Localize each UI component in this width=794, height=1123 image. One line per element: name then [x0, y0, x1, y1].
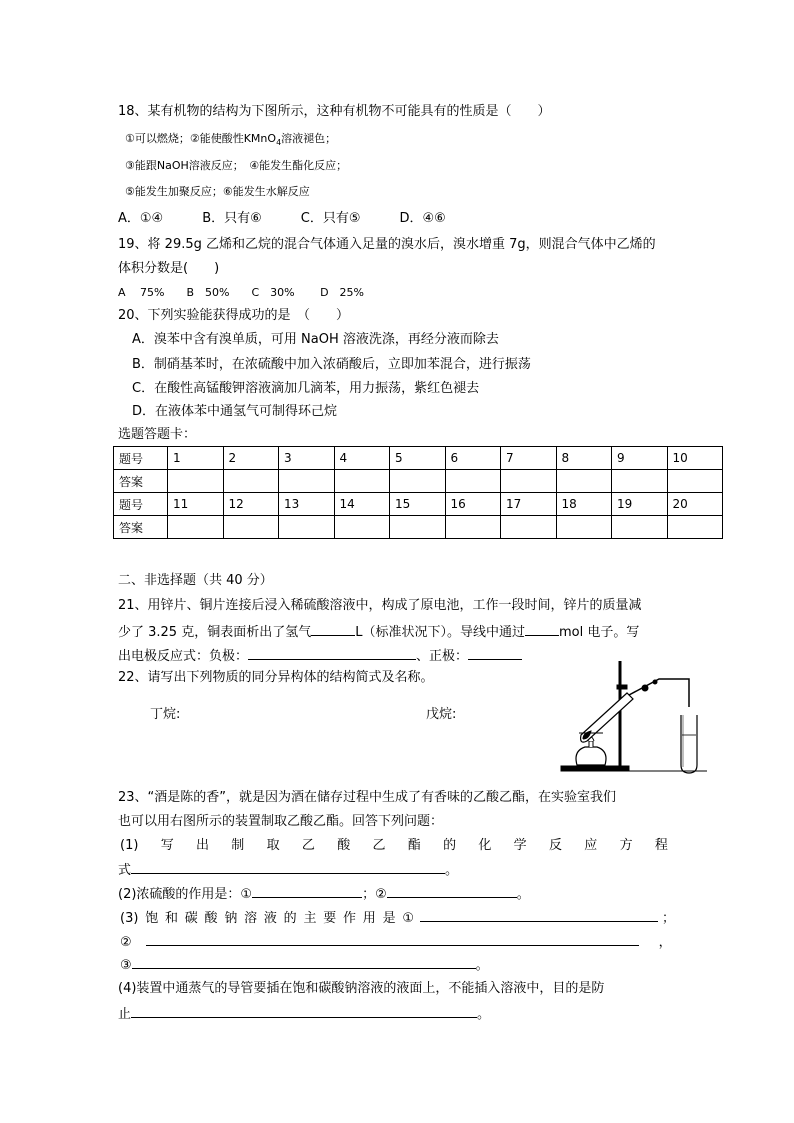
reaction-test-tube-icon	[579, 693, 633, 742]
q23-p4-period: 。	[477, 1007, 491, 1022]
answer-card-num: 1	[168, 447, 224, 470]
answer-card-num: 17	[501, 493, 557, 516]
delivery-tube-icon	[629, 679, 689, 707]
answer-card-row-answers-2	[114, 516, 723, 539]
q23-purpose-blank[interactable]	[131, 1004, 477, 1018]
q18-options-line2: ③能跟NaOH溶液反应； ④能发生酯化反应；	[125, 159, 348, 172]
q23-p1-char: 出	[196, 838, 210, 853]
answer-card-answer-cell[interactable]	[501, 470, 557, 493]
alcohol-lamp-icon	[576, 737, 606, 765]
q23-equation-blank[interactable]	[131, 860, 445, 874]
answer-card-answer-cell[interactable]	[612, 470, 668, 493]
answer-card-row-answers-1	[114, 470, 723, 493]
q21-line1: 21、用锌片、铜片连接后浸入稀硫酸溶液中，构成了原电池，工作一段时间，锌片的质量减	[118, 598, 642, 613]
q23-p2-a: (2)浓硫酸的作用是：①	[118, 887, 253, 902]
receiving-test-tube-icon	[681, 715, 697, 773]
q20-option-a: A．溴苯中含有溴单质，可用 NaOH 溶液洗涤，再经分液而除去	[132, 332, 499, 347]
q23-p1-char: 酯	[407, 838, 421, 853]
answer-card-num: 16	[445, 493, 501, 516]
q20-option-d: D．在液体苯中通氢气可制得环己烷	[132, 404, 338, 419]
q23-p3-char: 溶	[244, 911, 258, 926]
answer-card-answer-cell[interactable]	[390, 470, 446, 493]
q21-line3-a: 出电极反应式：负极：	[118, 649, 249, 664]
q23-p1-char: 乙	[372, 838, 386, 853]
answer-card-label-answer: 答案	[114, 470, 168, 493]
q23-p3-char: (3)	[120, 911, 139, 926]
q21-line3	[118, 646, 522, 666]
answer-card-answer-cell[interactable]	[334, 516, 390, 539]
answer-card-answer-cell[interactable]	[667, 516, 723, 539]
q18-choices: A．①④ B．只有⑥ C．只有⑤ D．④⑥	[118, 211, 446, 226]
q23-p1-char: 的	[443, 838, 457, 853]
section2-title: 二、非选择题（共 40 分）	[118, 573, 273, 588]
q23-p2-period: 。	[516, 887, 530, 902]
q23-p3-char: 液	[263, 911, 277, 926]
answer-card-num: 5	[390, 447, 446, 470]
q23-p3-period: 。	[475, 958, 489, 973]
q23-p1-char: 酸	[337, 838, 351, 853]
answer-card-answer-cell[interactable]	[279, 516, 335, 539]
answer-card-label-answer: 答案	[114, 516, 168, 539]
answer-card-num: 4	[334, 447, 390, 470]
answer-card-num: 2	[223, 447, 279, 470]
q23-p3-char: 用	[362, 911, 376, 926]
q18-options-line1	[125, 130, 336, 152]
q19-choices: A 75% B 50% C 30% D 25%	[118, 286, 365, 299]
q23-p3-char: 的	[283, 911, 297, 926]
q23-p1-char: 反	[548, 838, 562, 853]
ethyl-acetate-apparatus-diagram	[555, 655, 715, 775]
q23-p3-char: 饱	[145, 911, 159, 926]
q18-options-line1-end: 溶液褪色；	[281, 132, 337, 145]
q23-p1-char: 方	[619, 838, 633, 853]
q23-part3-line3	[120, 955, 489, 975]
q23-p3-semicolon: ；	[662, 911, 676, 926]
q23-p3-char: 作	[343, 911, 357, 926]
q23-na2co3-role3-blank[interactable]	[132, 955, 476, 969]
q20-option-b: B．制硝基苯时，在浓硫酸中加入浓硝酸后，立即加苯混合，进行振荡	[132, 357, 531, 372]
q23-p1-period: 。	[445, 863, 459, 878]
answer-card-num: 7	[501, 447, 557, 470]
q23-p1-cont-text: 式	[118, 863, 132, 878]
answer-card-num: 12	[223, 493, 279, 516]
answer-card-row-numbers-1	[114, 447, 723, 470]
answer-card-num: 20	[667, 493, 723, 516]
q23-p3-char: 是	[382, 911, 396, 926]
answer-card-num: 18	[556, 493, 612, 516]
q23-part3-line	[120, 908, 675, 928]
q21-electron-mol-blank[interactable]	[525, 622, 559, 636]
q23-p3-char: 钠	[224, 911, 238, 926]
q23-part4-line1: (4)装置中通蒸气的导管要插在饱和碳酸钠溶液的液面上，不能插入溶液中，目的是防	[118, 981, 605, 996]
q19-line1: 19、将 29.5g 乙烯和乙烷的混合气体通入足量的溴水后，溴水增重 7g，则混合气体中乙烯的	[118, 237, 656, 252]
q23-p1-char: 写	[160, 838, 174, 853]
q21-line3-b: 、正极：	[416, 649, 469, 664]
q23-p1-char: 应	[584, 838, 598, 853]
answer-card-table	[113, 446, 723, 539]
answer-card-num: 19	[612, 493, 668, 516]
answer-card-answer-cell[interactable]	[501, 516, 557, 539]
answer-card-row-numbers-2	[114, 493, 723, 516]
answer-card-answer-cell[interactable]	[223, 516, 279, 539]
q23-na2co3-role1-blank[interactable]	[420, 908, 658, 922]
q20-stem: 20、下列实验能获得成功的是 （ ）	[118, 308, 350, 323]
answer-card-answer-cell[interactable]	[556, 516, 612, 539]
answer-card-num: 9	[612, 447, 668, 470]
q23-p3-circ2: ②	[120, 935, 132, 950]
q23-p3-char: 碳	[184, 911, 198, 926]
q23-p3-char: 主	[303, 911, 317, 926]
q23-p1-char: 乙	[301, 838, 315, 853]
q23-p3-char: 要	[323, 911, 337, 926]
q22-stem: 22、请写出下列物质的同分异构体的结构简式及名称。	[118, 670, 434, 685]
q21-anode-equation-blank[interactable]	[248, 646, 416, 660]
answer-card-num: 6	[445, 447, 501, 470]
answer-card-answer-cell[interactable]	[667, 470, 723, 493]
answer-card-answer-cell[interactable]	[334, 470, 390, 493]
q23-p3-char: 和	[164, 911, 178, 926]
q23-line1: 23、“酒是陈的香”，就是因为酒在储存过程中生成了有香味的乙酸乙酯，在实验室我们	[118, 790, 617, 805]
q18-options-line1-subscript: 4	[276, 138, 282, 148]
q23-part1-line	[120, 837, 668, 855]
q21-line2-a: 少了 3.25 克，铜表面析出了氢气	[118, 625, 312, 640]
answer-card-answer-cell[interactable]	[168, 516, 224, 539]
answer-card-answer-cell[interactable]	[223, 470, 279, 493]
q22-pentane-label: 戊烷:	[426, 707, 457, 722]
answer-card-label-question: 题号	[114, 493, 168, 516]
answer-card-answer-cell[interactable]	[612, 516, 668, 539]
q23-p3-circ3: ③	[120, 958, 132, 973]
q23-p1-char: 学	[513, 838, 527, 853]
q21-line2-c: mol 电子。写	[558, 625, 640, 640]
q23-p4-cont-text: 止	[118, 1007, 132, 1022]
q21-hydrogen-volume-blank[interactable]	[311, 622, 355, 636]
q23-p3-comma: ，	[658, 935, 672, 950]
q18-options-line1-text: ①可以燃烧；②能使酸性KMnO	[125, 132, 277, 145]
q23-p1-char: 取	[266, 838, 280, 853]
answer-card-answer-cell[interactable]	[168, 470, 224, 493]
q23-part1-cont	[118, 860, 458, 880]
answer-card-title: 选题答题卡：	[118, 427, 197, 442]
answer-card-num: 13	[279, 493, 335, 516]
q21-line2-b: L（标准状况下）。导线中通过	[355, 625, 525, 640]
q23-p1-char: 程	[654, 838, 668, 853]
q23-part4-line2	[118, 1004, 490, 1024]
q23-acid-role1-blank[interactable]	[252, 884, 362, 898]
q23-p1-char: 化	[478, 838, 492, 853]
q23-part3-justified	[120, 910, 414, 928]
q21-line2	[118, 622, 639, 642]
answer-card-answer-cell[interactable]	[556, 470, 612, 493]
q22-butane-label: 丁烷:	[150, 707, 181, 722]
answer-card-num: 3	[279, 447, 335, 470]
q18-stem: 18、某有机物的结构为下图所示，这种有机物不可能具有的性质是（ ）	[118, 104, 551, 119]
q23-p3-char: 酸	[204, 911, 218, 926]
q19-line2: 体积分数是( )	[118, 261, 220, 276]
q23-part3-line2	[120, 932, 672, 952]
q23-part2-line	[118, 884, 530, 904]
answer-card-num: 14	[334, 493, 390, 516]
q23-na2co3-role2-blank[interactable]	[146, 932, 639, 946]
q23-acid-role2-blank[interactable]	[387, 884, 517, 898]
q23-p1-char: (1)	[120, 838, 139, 853]
q21-cathode-equation-blank[interactable]	[468, 646, 522, 660]
q23-p2-b: ；②	[362, 887, 387, 902]
q20-option-c: C．在酸性高锰酸钾溶液滴加几滴苯，用力振荡，紫红色褪去	[132, 381, 480, 396]
q18-options-line3: ⑤能发生加聚反应；⑥能发生水解反应	[125, 185, 310, 198]
answer-card-answer-cell[interactable]	[279, 470, 335, 493]
answer-card-answer-cell[interactable]	[445, 470, 501, 493]
q23-p3-char: ①	[402, 911, 414, 926]
answer-card-answer-cell[interactable]	[390, 516, 446, 539]
answer-card-num: 15	[390, 493, 446, 516]
answer-card-label-question: 题号	[114, 447, 168, 470]
answer-card-answer-cell[interactable]	[445, 516, 501, 539]
answer-card-num: 8	[556, 447, 612, 470]
answer-card-num: 11	[168, 493, 224, 516]
answer-card-num: 10	[667, 447, 723, 470]
q23-line2: 也可以用右图所示的装置制取乙酸乙酯。回答下列问题：	[118, 814, 444, 829]
q23-p1-char: 制	[231, 838, 245, 853]
